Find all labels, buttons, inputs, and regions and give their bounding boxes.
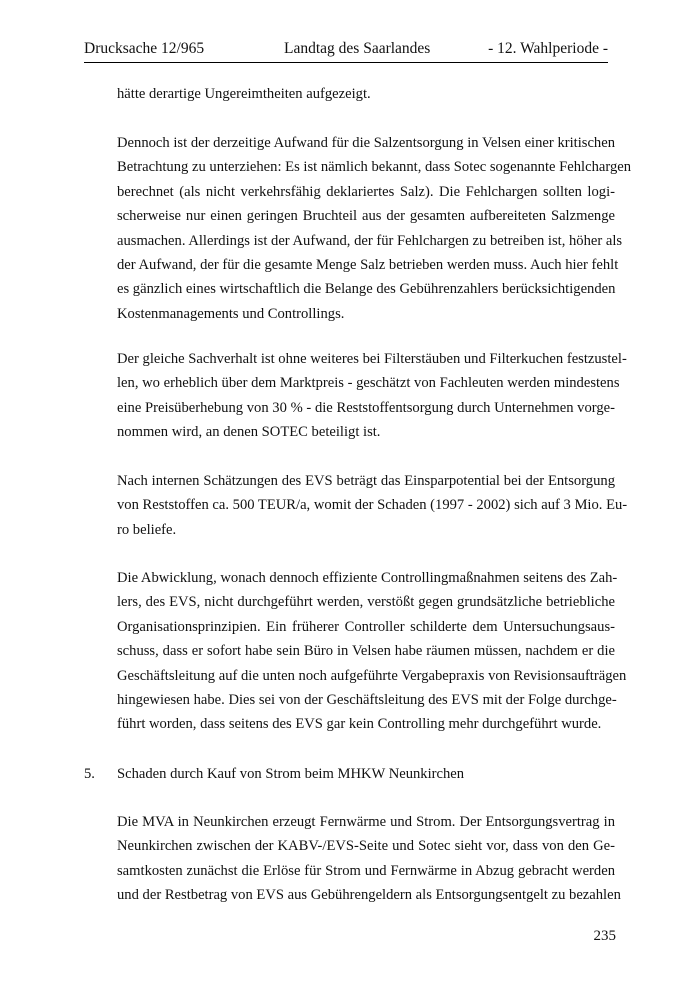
text-line: Organisationsprinzipien. Ein früherer Controller schilderte dem Untersuchungsaus- [117,618,615,635]
text-line: schuss, dass er sofort habe sein Büro in Velsen habe räumen müssen, nachdem er die [117,643,615,660]
text-line: ro beliefe. [117,521,177,538]
text-line: Die MVA in Neunkirchen erzeugt Fernwärme und Strom. Der Entsorgungsvertrag in [117,814,615,830]
header-parliament: Landtag des Saarlandes [284,40,431,57]
text-line: Dennoch ist der derzeitige Aufwand für die Salzentsorgung in Velsen einer kritischen [117,135,615,151]
text-line: Neunkirchen zwischen der KABV-/EVS-Seite und Sotec sieht vor, dass von den Ge- [117,838,615,855]
text-line: samtkosten zunächst die Erlöse für Strom und Fernwärme in Abzug gebracht werden [117,862,615,879]
text-line: Geschäftsleitung auf die unten noch aufgeführte Vergabepraxis von Revisionsaufträgen [117,667,627,684]
text-line: Nach internen Schätzungen des EVS beträgt das Einsparpotential bei der Entsorgung [117,473,615,489]
text-line: hätte derartige Ungereimtheiten aufgezeigt. [117,86,371,102]
paragraph-savings-estimate [117,469,628,542]
text-line: Betrachtung zu unterziehen: Es ist nämlich bekannt, dass Sotec sogenannte Fehlchargen [117,159,632,176]
header-document-number: Drucksache 12/965 [84,40,205,57]
text-line: Kostenmanagements und Controllings. [117,305,345,322]
text-line: von Reststoffen ca. 500 TEUR/a, womit der Schaden (1997 - 2002) sich auf 3 Mio. Eu- [117,497,628,514]
paragraph-filter-dust [117,347,627,445]
section-number: 5. [84,766,95,782]
paragraph-salt-disposal [117,131,632,326]
paragraph-controlling [117,566,627,737]
text-line: ausmachen. Allerdings ist der Aufwand, der für Fehlchargen zu betreiben ist, höher als [117,232,623,249]
header-legislative-period: - 12. Wahlperiode - [488,40,608,57]
text-line: führt worden, dass seitens des EVS gar kein Controlling mehr durchgeführt wurde. [117,716,602,733]
text-line: Die Abwicklung, wonach dennoch effiziente Controllingmaßnahmen seitens des Zah- [117,570,618,586]
text-line: Der gleiche Sachverhalt ist ohne weiteres bei Filterstäuben und Filterkuchen festzustel- [117,351,627,367]
text-line: berechnet (als nicht verkehrsfähig deklariertes Salz). Die Fehlchargen sollten logi- [117,183,615,200]
text-line: es gänzlich eines wirtschaftlich die Belange des Gebührenzahlers berücksichtigenden [117,281,616,298]
paragraph-continuation [117,82,615,106]
text-line: hingewiesen habe. Dies sei von der Geschäftsleitung des EVS mit der Folge durchge- [117,692,617,709]
text-line: der Aufwand, der für die gesamte Menge Salz betrieben werden muss. Auch hier fehlt [117,257,619,274]
running-header [84,40,608,63]
text-line: eine Preisüberhebung von 30 % - die Reststoffentsorgung durch Unternehmen vorge- [117,399,615,416]
text-line: len, wo erheblich über dem Marktpreis - geschätzt von Fachleuten werden mindestens [117,375,620,392]
page-number: 235 [593,928,616,944]
paragraph-neunkirchen [117,810,621,908]
section-title: Schaden durch Kauf von Strom beim MHKW Neunkirchen [117,766,465,782]
text-line: und der Restbetrag von EVS aus Gebührengeldern als Entsorgungsentgelt zu bezahlen [117,887,621,904]
text-line: scherweise nur einen geringen Bruchteil aus der gesamten aufbereiteten Salzmenge [117,208,615,225]
text-line: nommen wird, an denen SOTEC beteiligt ist. [117,424,381,441]
text-line: lers, des EVS, nicht durchgeführt werden, verstößt gegen grundsätzliche betriebliche [117,594,615,611]
